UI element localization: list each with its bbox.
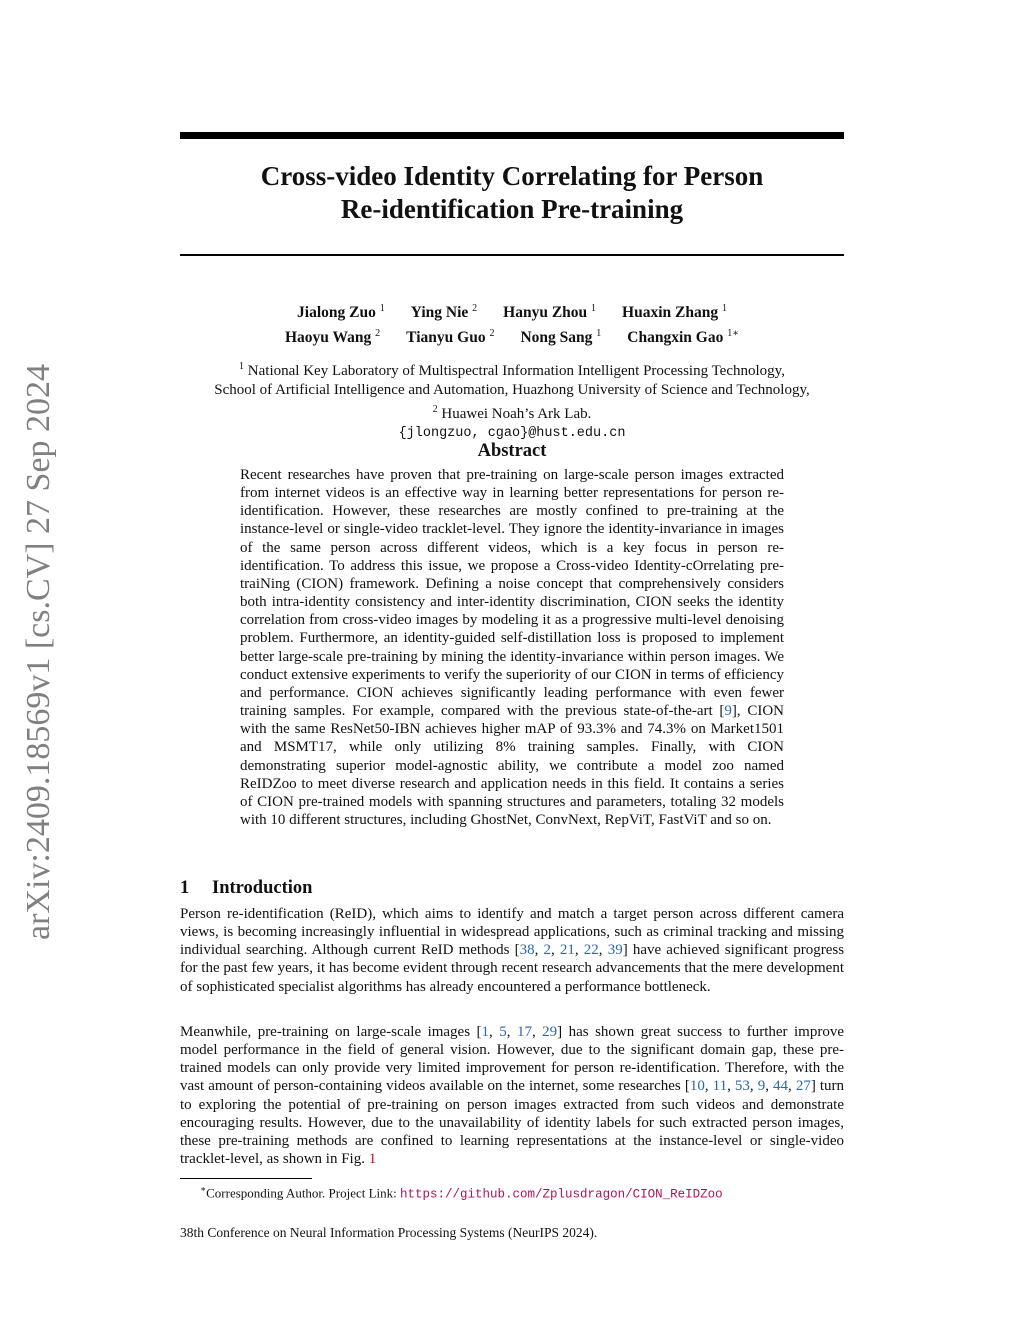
title-bottom-rule <box>180 254 844 256</box>
citation-link[interactable]: 17 <box>516 1024 532 1040</box>
citation-link[interactable]: 9 <box>724 703 732 720</box>
author: Tianyu Guo $^2$ <box>406 328 495 347</box>
affiliation-line-2: School of Artificial Intelligence and Automation, Huazhong University of Science and Technology, <box>214 382 810 398</box>
citation-link[interactable]: 22 <box>583 942 599 959</box>
author: Changxin Gao $^{1∗}$ <box>627 328 739 347</box>
citation-link[interactable]: 53 <box>734 1078 750 1095</box>
footnote-rule <box>180 1178 312 1179</box>
title-top-rule <box>180 132 844 139</box>
title-line-2: Re-identification Pre-training <box>340 194 684 224</box>
venue-note: 38th Conference on Neural Information Processing Systems (NeurIPS 2024). <box>180 1225 598 1240</box>
section-heading-introduction: 1 Introduction <box>180 878 313 898</box>
author: Jialong Zuo $^1$ <box>297 303 385 322</box>
citation-link[interactable]: 39 <box>607 942 623 959</box>
citation-link[interactable]: 21 <box>559 942 575 959</box>
abstract-body: Recent researches have proven that pre-training on large-scale person images extracted from internet videos is an effective way in learning better representations for person re-identification. However, these researches are mostly confined to pre-training at the instance-level or single-video tracklet-level. They ignore the identity-invariance in images of the same person across different videos, which is a key focus in person re-identification. To address this issue, we propose a Cross-video Identity-cOrrelating pre-traiNing (CION) framework. Defining a noise concept that comprehensively considers both intra-identity consistency and inter-identity discrimination, CION seeks the identity correlation from cross-video images by modeling it as a progressive multi-level denoising problem. Furthermore, an identity-guided self-distillation loss is proposed to implement better large-scale pre-training by mining the identity-invariance within person images. We conduct extensive experiments to verify the superiority of our CION in terms of efficiency and performance. CION achieves significantly leading performance with even fewer training samples. For example, compared with the previous state-of-the-art [9], CION with the same ResNet50-IBN achieves higher mAP of 93.3% and 74.3% on Market1501 and MSMT17, while only utilizing 8% training samples. Finally, with CION demonstrating superior model-agnostic ability, we contribute a model zoo named ReIDZoo to meet diverse research and application needs in this field. It contains a series of CION pre-trained models with spanning structures and parameters, totaling 32 models with 10 different structures, including GhostNet, ConvNext, RepViT, FastViT and so on. <box>240 467 784 828</box>
citation-link[interactable]: 5 <box>499 1024 507 1040</box>
citation-link[interactable]: 9 <box>757 1078 766 1095</box>
footnote: ∗Corresponding Author. Project Link: https://github.com/Zplusdragon/CION_ReIDZoo <box>200 1184 723 1202</box>
citation-link[interactable]: 11 <box>712 1078 728 1095</box>
citation-link[interactable]: 44 <box>773 1078 789 1095</box>
paper-title <box>180 160 844 226</box>
citation-link[interactable]: 10 <box>689 1078 705 1095</box>
author-row-2 <box>180 323 844 348</box>
arxiv-identifier-stamp: arXiv:2409.18569v1 [cs.CV] 27 Sep 2024 <box>20 363 57 940</box>
citation-link[interactable]: 1 <box>481 1024 490 1040</box>
affiliation-line-3: $^2$ Huawei Noah’s Ark Lab. <box>432 404 592 422</box>
author-list <box>180 298 844 348</box>
citation-link[interactable]: 29 <box>542 1024 558 1040</box>
intro-paragraph-2: Meanwhile, pre-training on large-scale images [1, 5, 17, 29] has shown great success to further improve model performance in the field of general vision. However, due to the significant domain gap, these pre-trained models can only provide very limited improvement for person re-identification. Therefore, with the vast amount of person-containing videos available on the internet, some researches [10, 11, 53, 9, 44, 27] turn to exploring the potential of pre-training on person images extracted from such videos and demonstrate encouraging results. However, due to the unavailability of identity labels for such extracted person images, these pre-training methods are confined to learning representations at the instance-level or single-video tracklet-level, as shown in Fig. 1 <box>180 1024 845 1168</box>
author-row-1 <box>180 298 844 323</box>
affiliations <box>150 357 874 443</box>
project-link[interactable]: https://github.com/Zplusdragon/CION_ReIDZoo <box>400 1187 723 1202</box>
citation-link[interactable]: 2 <box>543 942 551 959</box>
author: Nong Sang $^1$ <box>520 328 602 347</box>
contact-email: {jlongzuo, cgao}@hust.edu.cn <box>398 426 626 441</box>
title-line-1: Cross-video Identity Correlating for Person <box>260 161 764 191</box>
author: Haoyu Wang $^2$ <box>285 328 381 347</box>
author: Huaxin Zhang $^1$ <box>622 303 727 322</box>
citation-link[interactable]: 27 <box>795 1078 811 1095</box>
figure-reference-link[interactable]: 1 <box>368 1151 377 1168</box>
citation-link[interactable]: 38 <box>519 942 535 959</box>
author: Ying Nie $^2$ <box>410 303 478 322</box>
intro-paragraph-1: Person re-identification (ReID), which aims to identify and match a target person across different camera views, is becoming increasingly influential in widespread applications, such as criminal tracking and missing individual searching. Although current ReID methods [38, 2, 21, 22, 39] have achieved significant progress for the past few years, it has become evident through recent research advancements that the mere development of sophisticated specialist algorithms has already encountered a performance bottleneck. <box>180 906 845 995</box>
affiliation-line-1: $^1$ National Key Laboratory of Multispectral Information Intelligent Processing Technology, <box>239 361 785 379</box>
author: Hanyu Zhou $^1$ <box>503 303 597 322</box>
abstract-heading: Abstract <box>477 441 547 461</box>
